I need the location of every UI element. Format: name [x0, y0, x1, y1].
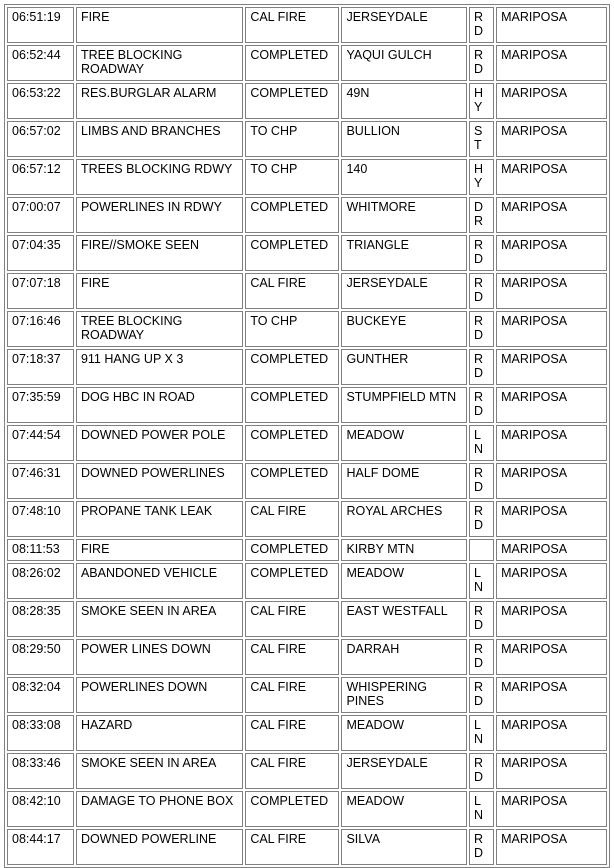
table-row	[7, 273, 607, 309]
cell-city: MARIPOSA	[496, 45, 607, 81]
cell-time: 08:33:46	[7, 753, 74, 789]
cell-street-suffix: RD	[469, 349, 494, 385]
table-row	[7, 311, 607, 347]
table-row	[7, 463, 607, 499]
cell-city: MARIPOSA	[496, 273, 607, 309]
cell-status: TO CHP	[245, 159, 339, 195]
cell-street-suffix: LN	[469, 563, 494, 599]
cell-incident-type: TREE BLOCKING ROADWAY	[76, 311, 243, 347]
cell-city: MARIPOSA	[496, 159, 607, 195]
cell-status: COMPLETED	[245, 235, 339, 271]
cell-street-suffix: RD	[469, 387, 494, 423]
cell-city: MARIPOSA	[496, 715, 607, 751]
cell-city: MARIPOSA	[496, 7, 607, 43]
cell-status: COMPLETED	[245, 387, 339, 423]
cell-city: MARIPOSA	[496, 677, 607, 713]
cell-street-suffix: RD	[469, 311, 494, 347]
cell-city: MARIPOSA	[496, 563, 607, 599]
cell-city: MARIPOSA	[496, 83, 607, 119]
cell-incident-type: SMOKE SEEN IN AREA	[76, 753, 243, 789]
cell-street: 140	[341, 159, 467, 195]
cell-incident-type: POWERLINES IN RDWY	[76, 197, 243, 233]
cell-status: COMPLETED	[245, 197, 339, 233]
cell-incident-type: HAZARD	[76, 715, 243, 751]
cell-status: COMPLETED	[245, 539, 339, 561]
cell-street-suffix: HY	[469, 83, 494, 119]
cell-street: GUNTHER	[341, 349, 467, 385]
cell-status: CAL FIRE	[245, 677, 339, 713]
cell-city: MARIPOSA	[496, 601, 607, 637]
cell-status: COMPLETED	[245, 425, 339, 461]
table-row	[7, 7, 607, 43]
table-row	[7, 601, 607, 637]
cell-street: 49N	[341, 83, 467, 119]
cell-incident-type: DOWNED POWERLINE	[76, 829, 243, 865]
cell-street: WHITMORE	[341, 197, 467, 233]
cell-street-suffix: RD	[469, 7, 494, 43]
cell-street: KIRBY MTN	[341, 539, 467, 561]
cell-city: MARIPOSA	[496, 829, 607, 865]
cell-status: CAL FIRE	[245, 829, 339, 865]
cell-status: COMPLETED	[245, 45, 339, 81]
cell-street: WHISPERING PINES	[341, 677, 467, 713]
table-row	[7, 349, 607, 385]
cell-street: BUCKEYE	[341, 311, 467, 347]
cell-street: YAQUI GULCH	[341, 45, 467, 81]
cell-incident-type: DOWNED POWERLINES	[76, 463, 243, 499]
cell-time: 08:33:08	[7, 715, 74, 751]
cell-status: CAL FIRE	[245, 273, 339, 309]
cell-street: EAST WESTFALL	[341, 601, 467, 637]
cell-city: MARIPOSA	[496, 539, 607, 561]
table-row	[7, 121, 607, 157]
cell-status: CAL FIRE	[245, 639, 339, 675]
cell-incident-type: RES.BURGLAR ALARM	[76, 83, 243, 119]
cell-incident-type: FIRE	[76, 7, 243, 43]
cell-street: DARRAH	[341, 639, 467, 675]
cell-time: 07:07:18	[7, 273, 74, 309]
cell-city: MARIPOSA	[496, 463, 607, 499]
cell-street: STUMPFIELD MTN	[341, 387, 467, 423]
cell-street-suffix: RD	[469, 639, 494, 675]
cell-city: MARIPOSA	[496, 501, 607, 537]
cell-city: MARIPOSA	[496, 311, 607, 347]
table-row	[7, 197, 607, 233]
cell-time: 08:44:17	[7, 829, 74, 865]
cell-time: 07:16:46	[7, 311, 74, 347]
cell-street: BULLION	[341, 121, 467, 157]
table-row	[7, 45, 607, 81]
cell-time: 06:53:22	[7, 83, 74, 119]
cell-street: MEADOW	[341, 715, 467, 751]
cell-city: MARIPOSA	[496, 639, 607, 675]
cell-time: 06:52:44	[7, 45, 74, 81]
cell-street: MEADOW	[341, 563, 467, 599]
cell-status: COMPLETED	[245, 349, 339, 385]
table-row	[7, 425, 607, 461]
cell-time: 08:29:50	[7, 639, 74, 675]
cell-city: MARIPOSA	[496, 387, 607, 423]
cell-time: 07:18:37	[7, 349, 74, 385]
cell-street-suffix	[469, 539, 494, 561]
table-row	[7, 539, 607, 561]
cell-incident-type: FIRE	[76, 539, 243, 561]
incident-log-table	[4, 4, 610, 868]
cell-street: MEADOW	[341, 791, 467, 827]
cell-time: 07:00:07	[7, 197, 74, 233]
cell-city: MARIPOSA	[496, 235, 607, 271]
cell-time: 08:11:53	[7, 539, 74, 561]
cell-status: CAL FIRE	[245, 7, 339, 43]
cell-city: MARIPOSA	[496, 121, 607, 157]
cell-incident-type: FIRE//SMOKE SEEN	[76, 235, 243, 271]
cell-incident-type: POWERLINES DOWN	[76, 677, 243, 713]
cell-time: 08:28:35	[7, 601, 74, 637]
cell-street: HALF DOME	[341, 463, 467, 499]
cell-status: COMPLETED	[245, 83, 339, 119]
cell-street: MEADOW	[341, 425, 467, 461]
cell-street-suffix: LN	[469, 425, 494, 461]
cell-time: 06:57:12	[7, 159, 74, 195]
cell-status: CAL FIRE	[245, 601, 339, 637]
table-row	[7, 387, 607, 423]
cell-city: MARIPOSA	[496, 197, 607, 233]
cell-status: COMPLETED	[245, 463, 339, 499]
table-row	[7, 715, 607, 751]
table-row	[7, 639, 607, 675]
cell-street-suffix: ST	[469, 121, 494, 157]
cell-status: TO CHP	[245, 121, 339, 157]
cell-time: 08:42:10	[7, 791, 74, 827]
cell-street: TRIANGLE	[341, 235, 467, 271]
cell-street-suffix: RD	[469, 45, 494, 81]
cell-street-suffix: LN	[469, 715, 494, 751]
cell-street-suffix: LN	[469, 791, 494, 827]
cell-incident-type: ABANDONED VEHICLE	[76, 563, 243, 599]
table-row	[7, 563, 607, 599]
cell-city: MARIPOSA	[496, 425, 607, 461]
cell-time: 08:32:04	[7, 677, 74, 713]
cell-time: 08:26:02	[7, 563, 74, 599]
cell-street-suffix: RD	[469, 463, 494, 499]
incident-log	[4, 4, 610, 868]
cell-time: 07:46:31	[7, 463, 74, 499]
table-row	[7, 235, 607, 271]
cell-time: 07:04:35	[7, 235, 74, 271]
cell-street-suffix: DR	[469, 197, 494, 233]
table-row	[7, 159, 607, 195]
cell-incident-type: TREE BLOCKING ROADWAY	[76, 45, 243, 81]
cell-time: 07:44:54	[7, 425, 74, 461]
cell-street-suffix: RD	[469, 601, 494, 637]
cell-city: MARIPOSA	[496, 349, 607, 385]
cell-incident-type: DOG HBC IN ROAD	[76, 387, 243, 423]
cell-city: MARIPOSA	[496, 753, 607, 789]
cell-time: 07:35:59	[7, 387, 74, 423]
cell-time: 06:57:02	[7, 121, 74, 157]
cell-city: MARIPOSA	[496, 791, 607, 827]
cell-status: CAL FIRE	[245, 501, 339, 537]
cell-incident-type: FIRE	[76, 273, 243, 309]
table-row	[7, 791, 607, 827]
cell-street-suffix: HY	[469, 159, 494, 195]
cell-incident-type: LIMBS AND BRANCHES	[76, 121, 243, 157]
cell-time: 06:51:19	[7, 7, 74, 43]
cell-incident-type: 911 HANG UP X 3	[76, 349, 243, 385]
cell-time: 07:48:10	[7, 501, 74, 537]
table-row	[7, 677, 607, 713]
cell-street: ROYAL ARCHES	[341, 501, 467, 537]
table-row	[7, 753, 607, 789]
cell-incident-type: DOWNED POWER POLE	[76, 425, 243, 461]
cell-street-suffix: RD	[469, 273, 494, 309]
cell-street-suffix: RD	[469, 829, 494, 865]
cell-street: JERSEYDALE	[341, 753, 467, 789]
table-row	[7, 829, 607, 865]
cell-street: JERSEYDALE	[341, 7, 467, 43]
cell-street-suffix: RD	[469, 501, 494, 537]
cell-incident-type: PROPANE TANK LEAK	[76, 501, 243, 537]
table-row	[7, 501, 607, 537]
cell-street-suffix: RD	[469, 235, 494, 271]
cell-status: CAL FIRE	[245, 715, 339, 751]
cell-status: TO CHP	[245, 311, 339, 347]
cell-street: JERSEYDALE	[341, 273, 467, 309]
cell-street-suffix: RD	[469, 753, 494, 789]
cell-status: CAL FIRE	[245, 753, 339, 789]
table-row	[7, 83, 607, 119]
cell-incident-type: SMOKE SEEN IN AREA	[76, 601, 243, 637]
cell-street-suffix: RD	[469, 677, 494, 713]
cell-incident-type: DAMAGE TO PHONE BOX	[76, 791, 243, 827]
cell-incident-type: POWER LINES DOWN	[76, 639, 243, 675]
incident-log-body	[7, 7, 607, 865]
cell-incident-type: TREES BLOCKING RDWY	[76, 159, 243, 195]
cell-street: SILVA	[341, 829, 467, 865]
cell-status: COMPLETED	[245, 563, 339, 599]
cell-status: COMPLETED	[245, 791, 339, 827]
